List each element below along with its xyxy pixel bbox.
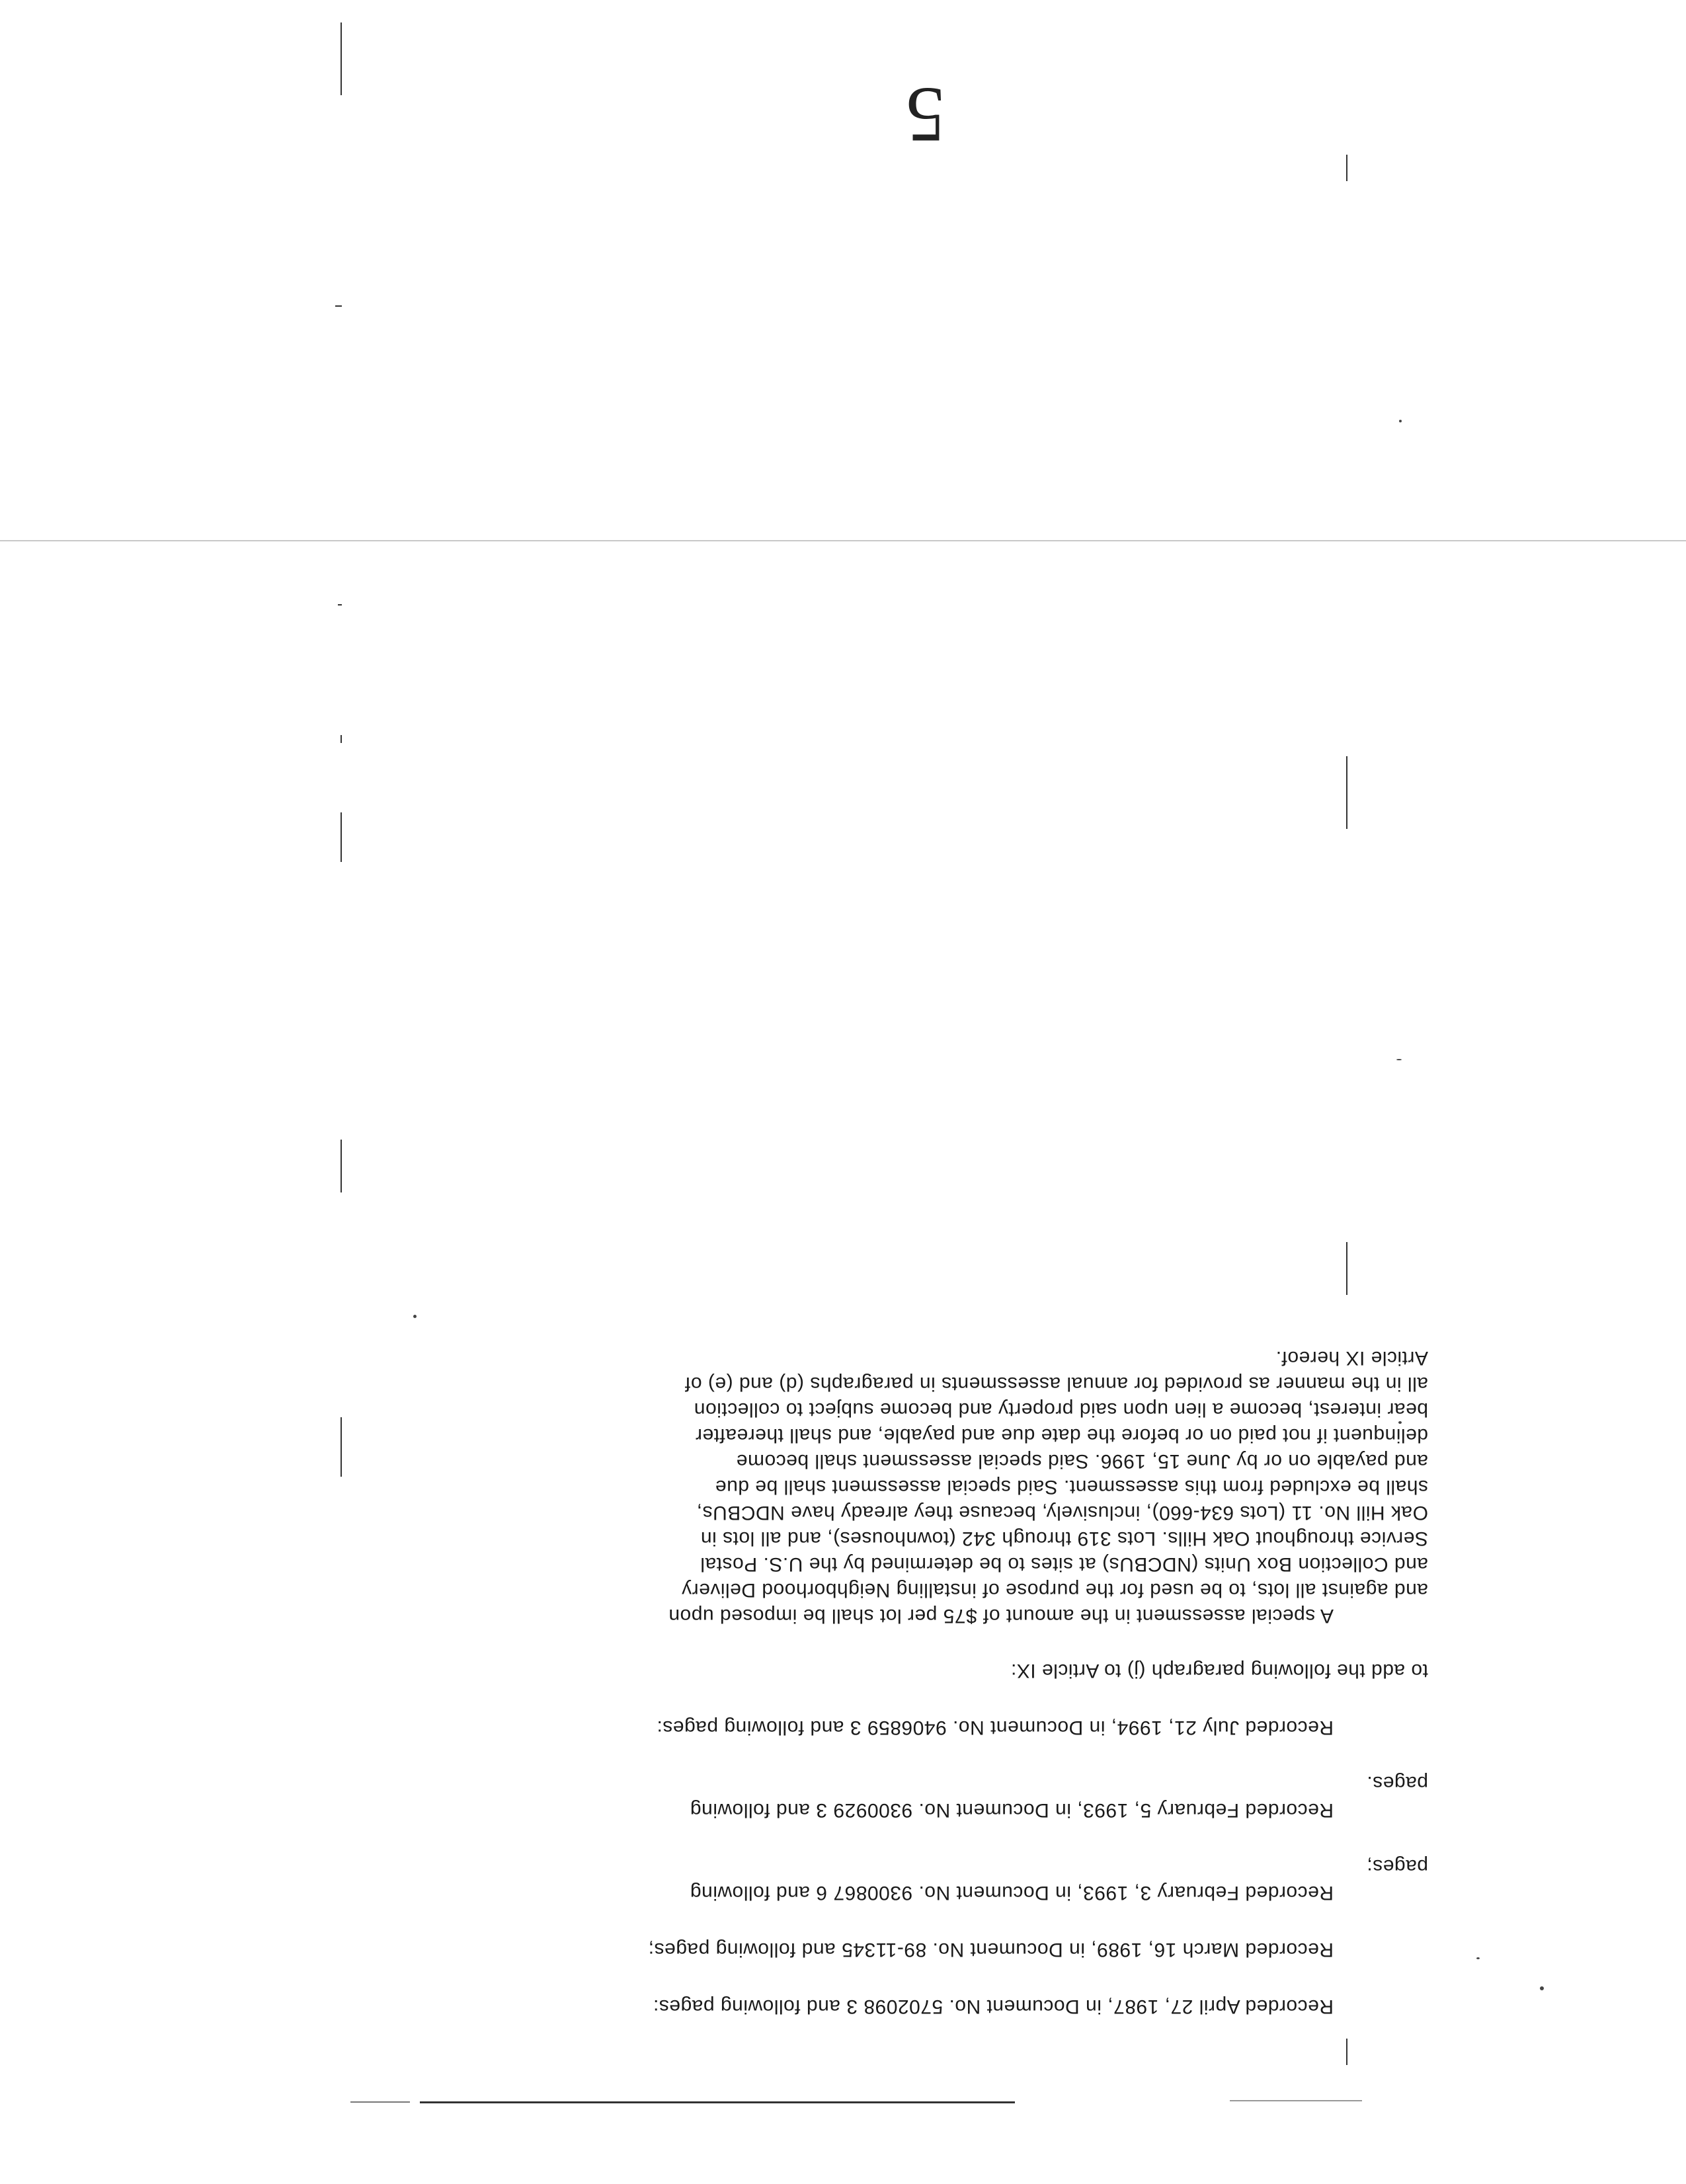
paragraph-j-line-7: and payable on or by June 15, 1996. Said special assessment shall become [736, 1450, 1428, 1472]
recording-line-3: Recorded February 3, 1993, in Document No. 9300867 6 and following [690, 1882, 1334, 1904]
margin-mark [341, 1140, 342, 1192]
scan-rule-dashes [350, 2101, 410, 2103]
scan-speck [1398, 1421, 1402, 1424]
scan-speck [1399, 420, 1402, 422]
paragraph-j-line-1: A special assessment in the amount of $75 per lot shall be imposed upon [668, 1605, 1334, 1627]
paragraph-j-line-4: Service throughout Oak Hills. Lots 319 through 342 (townhouses), and all lots in [700, 1528, 1428, 1549]
scan-speck [1396, 1059, 1402, 1060]
margin-mark [341, 22, 342, 95]
recording-line-4: Recorded February 5, 1993, in Document No. 9300929 3 and following [690, 1799, 1334, 1821]
paragraph-j-line-10: all in the manner as provided for annual assessments in paragraphs (d) and (e) of [684, 1373, 1428, 1395]
margin-mark [341, 1417, 342, 1477]
handwritten-page-number: 5 [906, 71, 945, 159]
amendment-intro: to add the following paragraph (j) to Article IX: [1010, 1660, 1428, 1682]
scan-fold-line [0, 540, 1686, 541]
paragraph-j-line-2: and against all lots, to be used for the purpose of installing Neighborhood Delivery [681, 1579, 1428, 1601]
margin-mark [338, 604, 342, 605]
margin-mark [1346, 756, 1347, 829]
margin-mark [1346, 2039, 1347, 2065]
scan-speck [1476, 1957, 1480, 1959]
scan-speck [1540, 1986, 1544, 1990]
recording-line-5: Recorded July 21, 1994, in Document No. 9406859 3 and following pages: [657, 1717, 1334, 1738]
recording-line-1: Recorded April 27, 1987, in Document No. 5702098 3 and following pages: [653, 1996, 1334, 2017]
scan-rule-dashes [1230, 2100, 1362, 2101]
scan-speck [413, 1315, 417, 1318]
margin-mark [341, 812, 342, 862]
recording-line-3-cont: pages; [1366, 1855, 1428, 1877]
recording-line-4-cont: pages. [1366, 1772, 1428, 1794]
margin-mark [341, 735, 342, 743]
paragraph-j-line-3: and Collection Box Units (NDCBUs) at sites to be determined by the U.S. Postal [700, 1553, 1428, 1575]
paragraph-j-line-5: Oak Hill No. 11 (Lots 634-660), inclusively, because they already have NDCBUs, [696, 1502, 1428, 1524]
recording-line-2: Recorded March 16, 1989, in Document No. 89-11345 and following pages; [648, 1939, 1334, 1961]
margin-mark [1346, 155, 1347, 181]
margin-mark [335, 305, 342, 307]
scan-rule [420, 2101, 1015, 2103]
paragraph-j-line-6: shall be excluded from this assessment. Said special assessment shall be due [715, 1476, 1428, 1498]
margin-mark [1346, 1242, 1347, 1295]
paragraph-j-line-11: Article IX hereof. [1275, 1347, 1428, 1369]
paragraph-j-line-9: bear interest, become a lien upon said property and become subject to collection [694, 1399, 1428, 1421]
paragraph-j-line-8: delinquent if not paid on or before the date due and payable, and shall thereafter [695, 1424, 1428, 1446]
